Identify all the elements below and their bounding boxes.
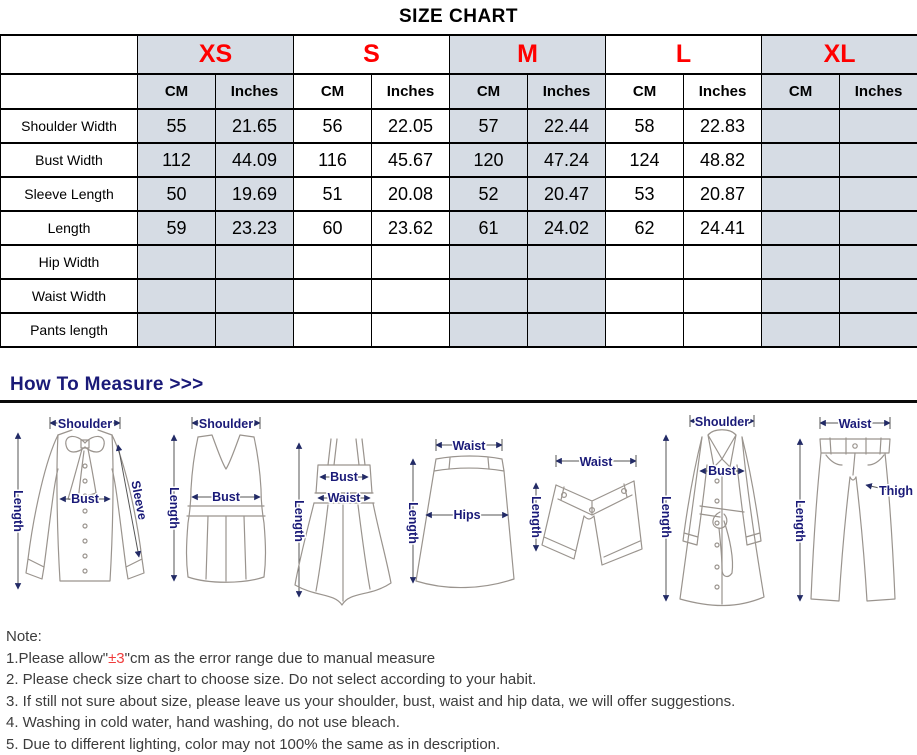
value-cell [528,245,606,279]
figure-skirt [400,431,528,611]
table-row [1,211,917,245]
value-cell [372,279,450,313]
value-cell [294,313,372,347]
figure-cami-dress [286,431,400,611]
value-cell [606,279,684,313]
value-cell: 50 [138,177,216,211]
corner-cell [1,35,138,74]
unit-header-inches: Inches [216,74,294,109]
note-line-1 [6,648,917,670]
value-cell: 22.05 [372,109,450,143]
value-cell [840,211,917,245]
units-header-row [1,74,917,109]
table-row [1,279,917,313]
measure-label-waist: Waist [580,455,614,469]
size-header-l: L [606,35,762,74]
note-line-3: 3. If still not sure about size, please leave us your shoulder, bust, waist and hip data, we will offer suggestions. [6,691,917,713]
value-cell [138,279,216,313]
measure-label-bust: Bust [708,464,737,478]
value-cell [840,109,917,143]
measure-label-waist: Waist [328,491,362,505]
value-cell [840,245,917,279]
note-line-4: 4. Washing in cold water, hand washing, do not use bleach. [6,712,917,734]
value-cell [684,279,762,313]
measure-label-shoulder: Shoulder [58,417,112,431]
row-label: Length [1,211,138,245]
value-cell: 22.83 [684,109,762,143]
measure-label-shoulder: Shoulder [199,417,253,431]
figure-pants [788,411,914,613]
value-cell [684,313,762,347]
value-cell: 59 [138,211,216,245]
value-cell: 62 [606,211,684,245]
value-cell: 44.09 [216,143,294,177]
value-cell [840,313,917,347]
measure-label-length: Length [292,500,306,542]
measure-figures [0,403,917,617]
measure-label-length: Length [11,490,25,532]
measure-label-length: Length [529,496,543,538]
unit-header-cm: CM [450,74,528,109]
value-cell: 23.62 [372,211,450,245]
size-header-xs: XS [138,35,294,74]
value-cell [840,177,917,211]
unit-header-inches: Inches [684,74,762,109]
value-cell [450,279,528,313]
measure-label-thigh: Thigh [879,484,913,498]
measure-label-waist: Waist [453,439,487,453]
row-label: Bust Width [1,143,138,177]
measure-label-hips: Hips [453,508,480,522]
value-cell [528,279,606,313]
value-cell: 60 [294,211,372,245]
note-1-post: "cm as the error range due to manual measure [125,650,435,667]
measure-label-length: Length [659,496,673,538]
page-title: SIZE CHART [0,0,917,34]
unit-header-inches: Inches [840,74,917,109]
row-label: Shoulder Width [1,109,138,143]
unit-header-inches: Inches [528,74,606,109]
table-row [1,177,917,211]
row-label: Waist Width [1,279,138,313]
value-cell: 124 [606,143,684,177]
value-cell: 47.24 [528,143,606,177]
value-cell [450,313,528,347]
value-cell [762,109,840,143]
note-line-2: 2. Please check size chart to choose size. Do not select according to your habit. [6,669,917,691]
value-cell: 20.08 [372,177,450,211]
value-cell [528,313,606,347]
how-to-measure-heading: How To Measure >>> [10,374,917,396]
value-cell [762,279,840,313]
measure-label-sleeve: Sleeve [128,479,149,521]
unit-header-cm: CM [606,74,684,109]
table-row [1,313,917,347]
value-cell [684,245,762,279]
value-cell: 20.47 [528,177,606,211]
unit-header-cm: CM [762,74,840,109]
row-label: Sleeve Length [1,177,138,211]
value-cell [762,177,840,211]
value-cell: 51 [294,177,372,211]
unit-header-inches: Inches [372,74,450,109]
value-cell [138,245,216,279]
value-cell: 23.23 [216,211,294,245]
value-cell: 56 [294,109,372,143]
figure-shorts [528,409,650,609]
unit-header-cm: CM [294,74,372,109]
note-1-pre: 1.Please allow" [6,650,108,667]
value-cell: 61 [450,211,528,245]
value-cell: 19.69 [216,177,294,211]
size-header-xl: XL [762,35,917,74]
measure-label-waist: Waist [839,417,873,431]
note-1-tolerance: ±3 [108,650,125,667]
measure-label-length: Length [167,487,181,529]
measure-label-length: Length [406,502,420,544]
size-chart-table [0,34,917,348]
value-cell [372,313,450,347]
value-cell: 58 [606,109,684,143]
figure-tank-top [164,411,286,611]
value-cell: 22.44 [528,109,606,143]
value-cell: 48.82 [684,143,762,177]
size-header-m: M [450,35,606,74]
corner-cell [1,74,138,109]
value-cell [840,279,917,313]
figure-coat [650,409,788,611]
size-header-row [1,35,917,74]
value-cell: 52 [450,177,528,211]
value-cell: 116 [294,143,372,177]
value-cell [216,245,294,279]
value-cell [216,279,294,313]
figure-blouse [6,411,164,611]
table-row [1,109,917,143]
unit-header-cm: CM [138,74,216,109]
measure-label-bust: Bust [71,492,100,506]
row-label: Pants length [1,313,138,347]
measure-label-length: Length [793,500,807,542]
measure-label-bust: Bust [212,490,241,504]
value-cell: 120 [450,143,528,177]
measure-label-shoulder: Shoulder [695,415,749,429]
value-cell [762,211,840,245]
value-cell [840,143,917,177]
value-cell: 57 [450,109,528,143]
value-cell [762,313,840,347]
value-cell: 20.87 [684,177,762,211]
value-cell: 112 [138,143,216,177]
value-cell [762,143,840,177]
value-cell [294,279,372,313]
note-line-5: 5. Due to different lighting, color may not 100% the same as in description. [6,734,917,755]
value-cell: 24.41 [684,211,762,245]
size-header-s: S [294,35,450,74]
notes-section [0,617,917,755]
value-cell [294,245,372,279]
value-cell [372,245,450,279]
value-cell [606,313,684,347]
row-label: Hip Width [1,245,138,279]
value-cell [762,245,840,279]
value-cell: 55 [138,109,216,143]
note-heading: Note: [6,626,917,648]
value-cell [216,313,294,347]
table-row [1,245,917,279]
value-cell: 24.02 [528,211,606,245]
value-cell: 21.65 [216,109,294,143]
value-cell [138,313,216,347]
measure-label-bust: Bust [330,470,359,484]
value-cell [450,245,528,279]
value-cell: 53 [606,177,684,211]
value-cell [606,245,684,279]
table-row [1,143,917,177]
value-cell: 45.67 [372,143,450,177]
